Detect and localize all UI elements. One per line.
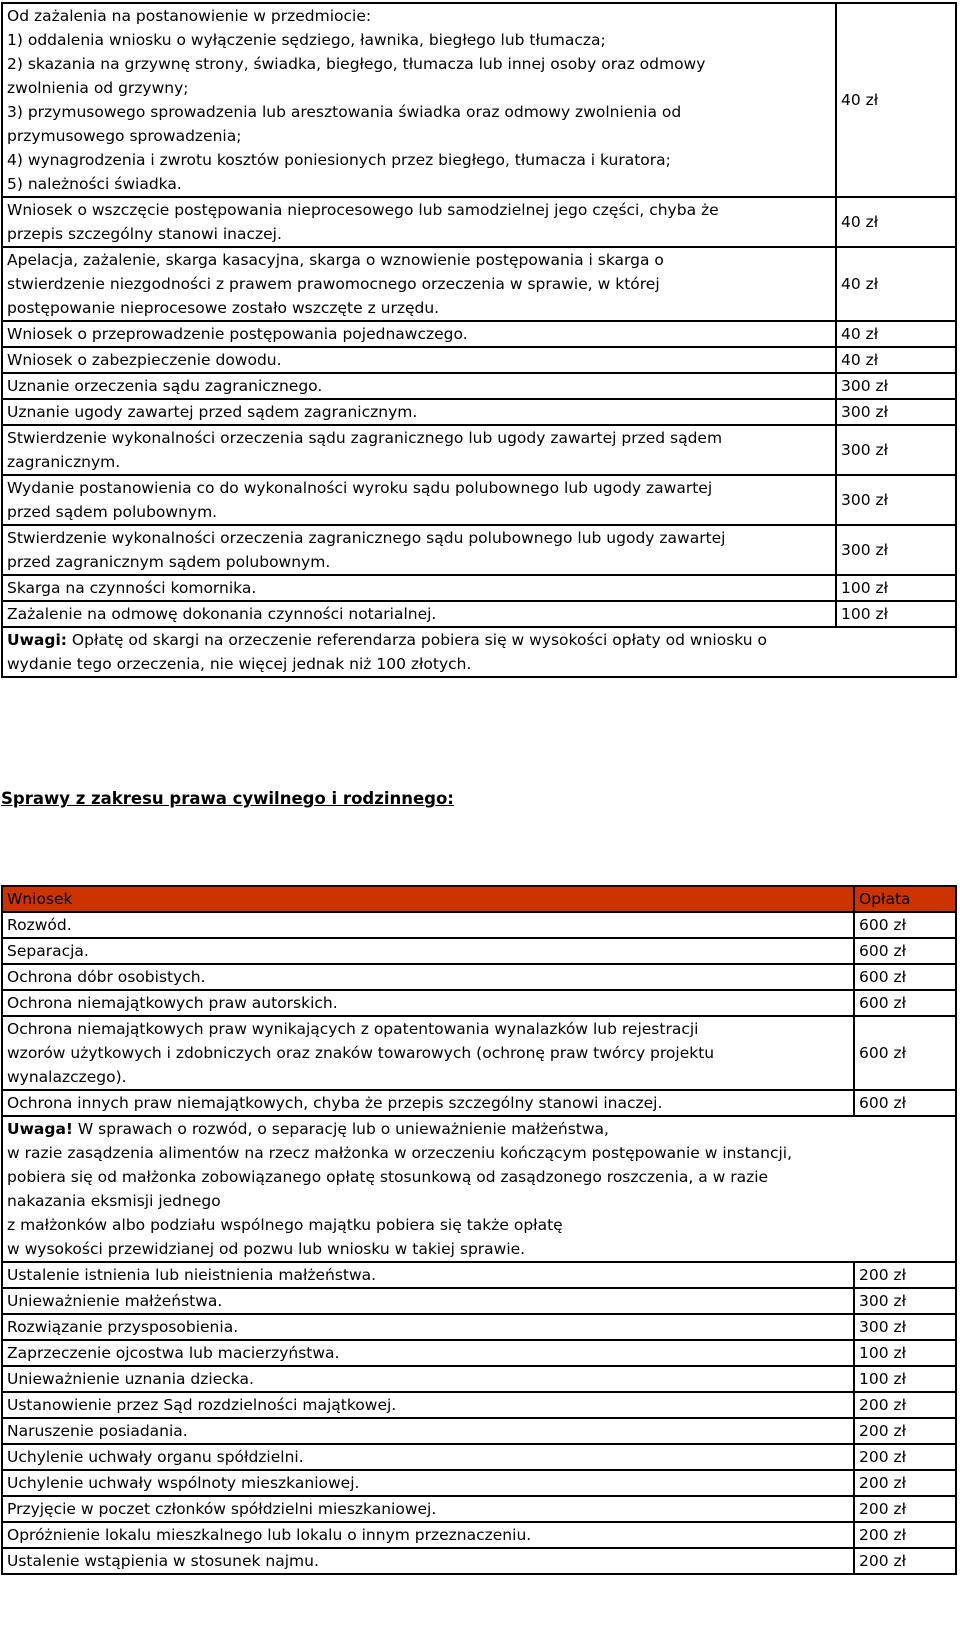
request-line: Zażalenie na odmowę dokonania czynności notarialnej. — [7, 605, 437, 623]
request-line: Wniosek o zabezpieczenie dowodu. — [7, 351, 282, 369]
request-line: zagranicznym. — [7, 453, 121, 471]
request-line: przed zagranicznym sądem polubownym. — [7, 553, 331, 571]
request-line: Ustalenie wstąpienia w stosunek najmu. — [7, 1552, 319, 1570]
request-line: 2) skazania na grzywnę strony, świadka, biegłego, tłumacza lub innej osoby oraz odmowy — [7, 55, 706, 73]
table-row — [2, 1016, 956, 1090]
note-line: nakazania eksmisji jednego — [7, 1192, 221, 1210]
table-row — [2, 425, 956, 475]
request-cell — [2, 197, 836, 247]
request-cell — [2, 1470, 854, 1496]
note-first-line — [7, 628, 951, 652]
table-row — [2, 1366, 956, 1392]
table-row — [2, 964, 956, 990]
request-line: 4) wynagrodzenia i zwrotu kosztów poniesionych przez biegłego, tłumacza i kuratora; — [7, 151, 671, 169]
table-row — [2, 575, 956, 601]
table-row — [2, 197, 956, 247]
note-line: w razie zasądzenia alimentów na rzecz małżonka w orzeczeniu kończącym postępowanie w instancji, — [7, 1144, 793, 1162]
request-line: Od zażalenia na postanowienie w przedmiocie: — [7, 7, 372, 25]
fee-cell: 200 zł — [854, 1444, 956, 1470]
request-line: Wniosek o przeprowadzenie postępowania pojednawczego. — [7, 325, 468, 343]
request-cell — [2, 3, 836, 197]
table-row — [2, 1288, 956, 1314]
request-line: Ustanowienie przez Sąd rozdzielności majątkowej. — [7, 1396, 397, 1414]
request-line: postępowanie nieprocesowe zostało wszczęte z urzędu. — [7, 299, 440, 317]
request-cell — [2, 1340, 854, 1366]
note-text: Opłatę od skargi na orzeczenie referendarza pobiera się w wysokości opłaty od wniosku o — [66, 631, 768, 649]
request-line: Ochrona innych praw niemajątkowych, chyba że przepis szczególny stanowi inaczej. — [7, 1094, 663, 1112]
request-line: wzorów użytkowych i zdobniczych oraz znaków towarowych (ochronę praw twórcy projektu — [7, 1044, 715, 1062]
note-line: pobiera się od małżonka zobowiązanego opłatę stosunkową od zasądzonego roszczenia, a w razie — [7, 1168, 769, 1186]
request-line: Apelacja, zażalenie, skarga kasacyjna, skarga o wznowienie postępowania i skarga o — [7, 251, 664, 269]
request-line: Separacja. — [7, 942, 89, 960]
request-line: Unieważnienie uznania dziecka. — [7, 1370, 254, 1388]
request-line: Opróżnienie lokalu mieszkalnego lub lokalu o innym przeznaczeniu. — [7, 1526, 532, 1544]
note-label: Uwaga! — [7, 1120, 73, 1138]
table-row — [2, 1418, 956, 1444]
request-line: przed sądem polubownym. — [7, 503, 218, 521]
section-heading: Sprawy z zakresu prawa cywilnego i rodzinnego: — [1, 789, 454, 808]
request-cell — [2, 990, 854, 1016]
fee-cell: 200 zł — [854, 1548, 956, 1574]
fee-cell: 200 zł — [854, 1418, 956, 1444]
fee-cell: 300 zł — [854, 1314, 956, 1340]
request-line: Stwierdzenie wykonalności orzeczenia sądu zagranicznego lub ugody zawartej przed sądem — [7, 429, 723, 447]
note-text: W sprawach o rozwód, o separację lub o unieważnienie małżeństwa, — [73, 1120, 609, 1138]
table-row — [2, 1496, 956, 1522]
request-cell — [2, 1314, 854, 1340]
request-cell — [2, 964, 854, 990]
request-line: Rozwiązanie przysposobienia. — [7, 1318, 239, 1336]
fee-cell: 40 zł — [836, 247, 956, 321]
fee-cell: 300 zł — [836, 373, 956, 399]
table-row — [2, 525, 956, 575]
note-line: w wysokości przewidzianej od pozwu lub wniosku w takiej sprawie. — [7, 1240, 526, 1258]
table-row — [2, 3, 956, 197]
notes-row-cell — [2, 627, 956, 677]
table-row — [2, 475, 956, 525]
request-line: Skarga na czynności komornika. — [7, 579, 257, 597]
fee-cell: 200 zł — [854, 1470, 956, 1496]
request-cell — [2, 475, 836, 525]
request-line: stwierdzenie niezgodności z prawem prawomocnego orzeczenia w sprawie, w której — [7, 275, 660, 293]
request-cell — [2, 1444, 854, 1470]
note-label: Uwagi: — [7, 631, 67, 649]
table-row — [2, 990, 956, 1016]
request-cell — [2, 1548, 854, 1574]
fee-cell: 600 zł — [854, 964, 956, 990]
table-row — [2, 373, 956, 399]
request-line: Wydanie postanowienia co do wykonalności wyroku sądu polubownego lub ugody zawartej — [7, 479, 713, 497]
fee-cell: 300 zł — [836, 399, 956, 425]
request-cell — [2, 373, 836, 399]
request-line: Uznanie ugody zawartej przed sądem zagranicznym. — [7, 403, 418, 421]
request-line: przepis szczególny stanowi inaczej. — [7, 225, 282, 243]
request-line: Uchylenie uchwały wspólnoty mieszkaniowej. — [7, 1474, 360, 1492]
request-line: Uznanie orzeczenia sądu zagranicznego. — [7, 377, 323, 395]
fee-cell: 300 zł — [854, 1288, 956, 1314]
request-cell — [2, 601, 836, 627]
note-first-line — [7, 1117, 951, 1141]
request-line: Ochrona dóbr osobistych. — [7, 968, 206, 986]
request-cell — [2, 1288, 854, 1314]
fees-table-civil-family — [1, 885, 957, 1575]
request-cell — [2, 1366, 854, 1392]
request-line: 5) należności świadka. — [7, 175, 182, 193]
fee-cell: 200 zł — [854, 1262, 956, 1288]
table-row — [2, 1522, 956, 1548]
table-row — [2, 1090, 956, 1116]
warning-row-cell — [2, 1116, 956, 1262]
header-cell-fee: Opłata — [854, 886, 956, 912]
request-cell — [2, 399, 836, 425]
request-cell — [2, 1262, 854, 1288]
note-line: wydanie tego orzeczenia, nie więcej jednak niż 100 złotych. — [7, 655, 472, 673]
table-header-row — [2, 886, 956, 912]
request-line: Rozwód. — [7, 916, 72, 934]
table-row — [2, 601, 956, 627]
request-cell — [2, 425, 836, 475]
table-row — [2, 1392, 956, 1418]
request-line: Naruszenie posiadania. — [7, 1422, 188, 1440]
fee-cell: 600 zł — [854, 990, 956, 1016]
request-line: 1) oddalenia wniosku o wyłączenie sędziego, ławnika, biegłego lub tłumacza; — [7, 31, 606, 49]
fee-cell: 300 zł — [836, 425, 956, 475]
request-line: Unieważnienie małżeństwa. — [7, 1292, 223, 1310]
fee-cell: 100 zł — [836, 601, 956, 627]
table-row — [2, 247, 956, 321]
fee-cell: 100 zł — [854, 1340, 956, 1366]
notes-row — [2, 627, 956, 677]
request-line: Wniosek o wszczęcie postępowania nieprocesowego lub samodzielnej jego części, chyba że — [7, 201, 719, 219]
request-line: przymusowego sprowadzenia; — [7, 127, 242, 145]
note-line: z małżonków albo podziału wspólnego majątku pobiera się także opłatę — [7, 1216, 563, 1234]
fee-cell: 200 zł — [854, 1496, 956, 1522]
request-line: Stwierdzenie wykonalności orzeczenia zagranicznego sądu polubownego lub ugody zawartej — [7, 529, 726, 547]
request-cell — [2, 347, 836, 373]
request-cell — [2, 525, 836, 575]
request-cell — [2, 247, 836, 321]
fee-cell: 600 zł — [854, 1090, 956, 1116]
request-cell — [2, 575, 836, 601]
fee-cell: 40 zł — [836, 347, 956, 373]
request-line: Ochrona niemajątkowych praw wynikających z opatentowania wynalazków lub rejestracji — [7, 1020, 699, 1038]
table-row — [2, 399, 956, 425]
request-cell — [2, 1392, 854, 1418]
fee-cell: 200 zł — [854, 1392, 956, 1418]
request-cell — [2, 938, 854, 964]
fee-cell: 100 zł — [836, 575, 956, 601]
request-cell — [2, 321, 836, 347]
table-row — [2, 1444, 956, 1470]
fee-cell: 40 zł — [836, 321, 956, 347]
warning-row — [2, 1116, 956, 1262]
fee-cell: 300 zł — [836, 525, 956, 575]
request-line: wynalazczego). — [7, 1068, 127, 1086]
request-cell — [2, 1418, 854, 1444]
request-cell — [2, 912, 854, 938]
request-cell — [2, 1016, 854, 1090]
table-row — [2, 1340, 956, 1366]
fees-table-procedural — [1, 2, 957, 678]
request-line: zwolnienia od grzywny; — [7, 79, 189, 97]
table-row — [2, 938, 956, 964]
fee-cell: 100 zł — [854, 1366, 956, 1392]
table-row — [2, 1262, 956, 1288]
table-row — [2, 912, 956, 938]
fee-cell: 600 zł — [854, 1016, 956, 1090]
table-row — [2, 321, 956, 347]
fee-cell: 300 zł — [836, 475, 956, 525]
fee-cell: 600 zł — [854, 912, 956, 938]
fee-cell: 40 zł — [836, 3, 956, 197]
header-cell-request: Wniosek — [2, 886, 854, 912]
table-row — [2, 1548, 956, 1574]
request-line: Przyjęcie w poczet członków spółdzielni mieszkaniowej. — [7, 1500, 437, 1518]
request-line: 3) przymusowego sprowadzenia lub aresztowania świadka oraz odmowy zwolnienia od — [7, 103, 682, 121]
table-row — [2, 1470, 956, 1496]
table-row — [2, 347, 956, 373]
fee-cell: 600 zł — [854, 938, 956, 964]
request-line: Uchylenie uchwały organu spółdzielni. — [7, 1448, 304, 1466]
request-cell — [2, 1090, 854, 1116]
request-line: Ochrona niemajątkowych praw autorskich. — [7, 994, 338, 1012]
request-line: Ustalenie istnienia lub nieistnienia małżeństwa. — [7, 1266, 377, 1284]
fee-cell: 200 zł — [854, 1522, 956, 1548]
fee-cell: 40 zł — [836, 197, 956, 247]
request-cell — [2, 1522, 854, 1548]
request-cell — [2, 1496, 854, 1522]
table-row — [2, 1314, 956, 1340]
request-line: Zaprzeczenie ojcostwa lub macierzyństwa. — [7, 1344, 340, 1362]
